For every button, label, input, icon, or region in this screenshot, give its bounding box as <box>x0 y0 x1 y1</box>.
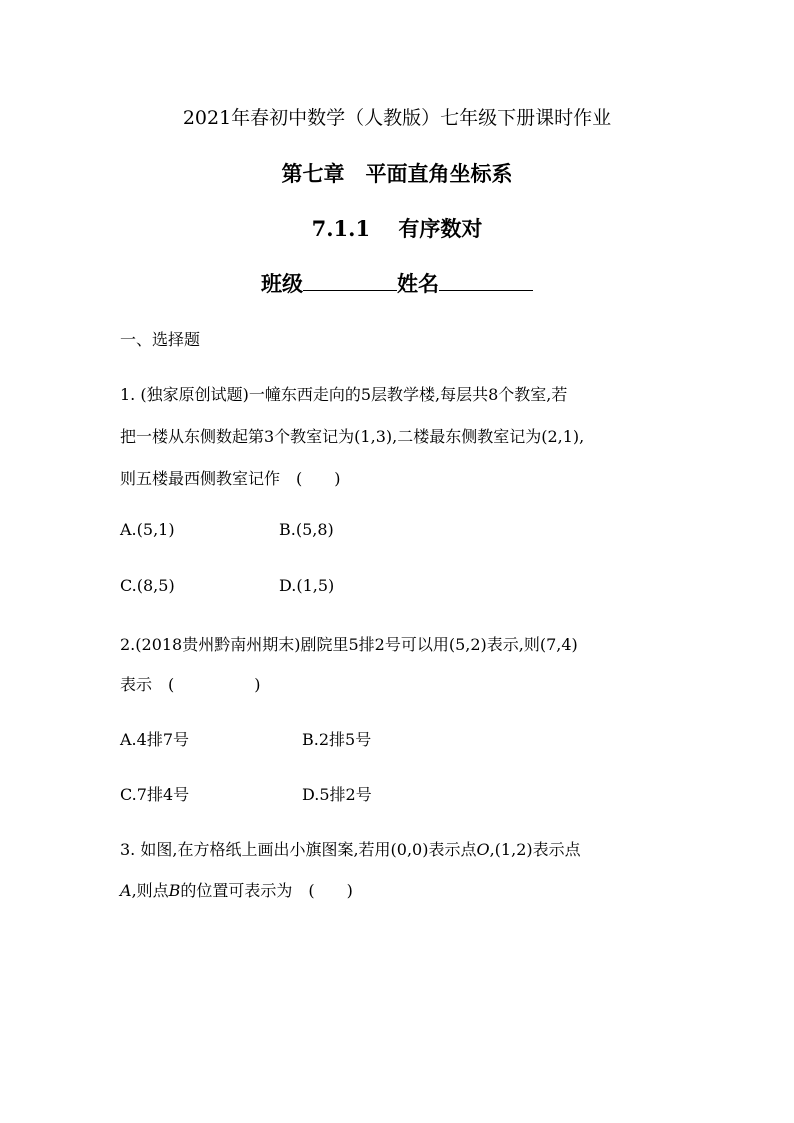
q3-line2-text-a: ,则点 <box>131 881 169 900</box>
q3-point-a: A <box>120 881 132 900</box>
q1-line1: 1. (独家原创试题)一幢东西走向的5层教学楼,每层共8个教室,若 <box>120 385 568 404</box>
q1-line3: 则五楼最西侧教室记作 ( ) <box>120 469 341 488</box>
name-label: 姓名 <box>397 271 439 296</box>
q1-option-c: C.(8,5) <box>120 576 175 595</box>
q1-option-d: D.(1,5) <box>279 576 335 595</box>
q3-line2-text-b: 的位置可表示为 ( ) <box>180 881 353 900</box>
chapter-title: 第七章 平面直角坐标系 <box>281 161 513 186</box>
q2-option-a: A.4排7号 <box>120 730 190 749</box>
worksheet-title: 2021年春初中数学（人教版）七年级下册课时作业 <box>182 107 612 129</box>
class-blank[interactable] <box>303 270 397 291</box>
q3-point-o: O <box>476 840 490 859</box>
name-blank[interactable] <box>439 270 533 291</box>
q3-line2 <box>120 878 353 901</box>
q3-line1-text-a: 3. 如图,在方格纸上画出小旗图案,若用(0,0)表示点 <box>120 840 477 859</box>
q1-line2: 把一楼从东侧数起第3个教室记为(1,3),二楼最东侧教室记为(2,1), <box>120 427 585 446</box>
class-label: 班级 <box>261 271 303 296</box>
q2-option-b: B.2排5号 <box>302 730 372 749</box>
q2-option-c: C.7排4号 <box>120 785 190 804</box>
q1-option-a: A.(5,1) <box>120 520 175 539</box>
q2-line1: 2.(2018贵州黔南州期末)剧院里5排2号可以用(5,2)表示,则(7,4) <box>120 635 578 654</box>
student-info-line <box>0 268 794 298</box>
q3-point-b: B <box>168 881 181 900</box>
q3-line1-text-b: ,(1,2)表示点 <box>489 840 581 859</box>
section-heading: 一、选择题 <box>120 330 201 349</box>
q3-line1 <box>120 837 581 860</box>
q1-option-b: B.(5,8) <box>279 520 334 539</box>
q2-option-d: D.5排2号 <box>302 785 372 804</box>
section-title: 7.1.1 有序数对 <box>311 216 483 241</box>
q2-line2: 表示 ( ) <box>120 675 261 694</box>
